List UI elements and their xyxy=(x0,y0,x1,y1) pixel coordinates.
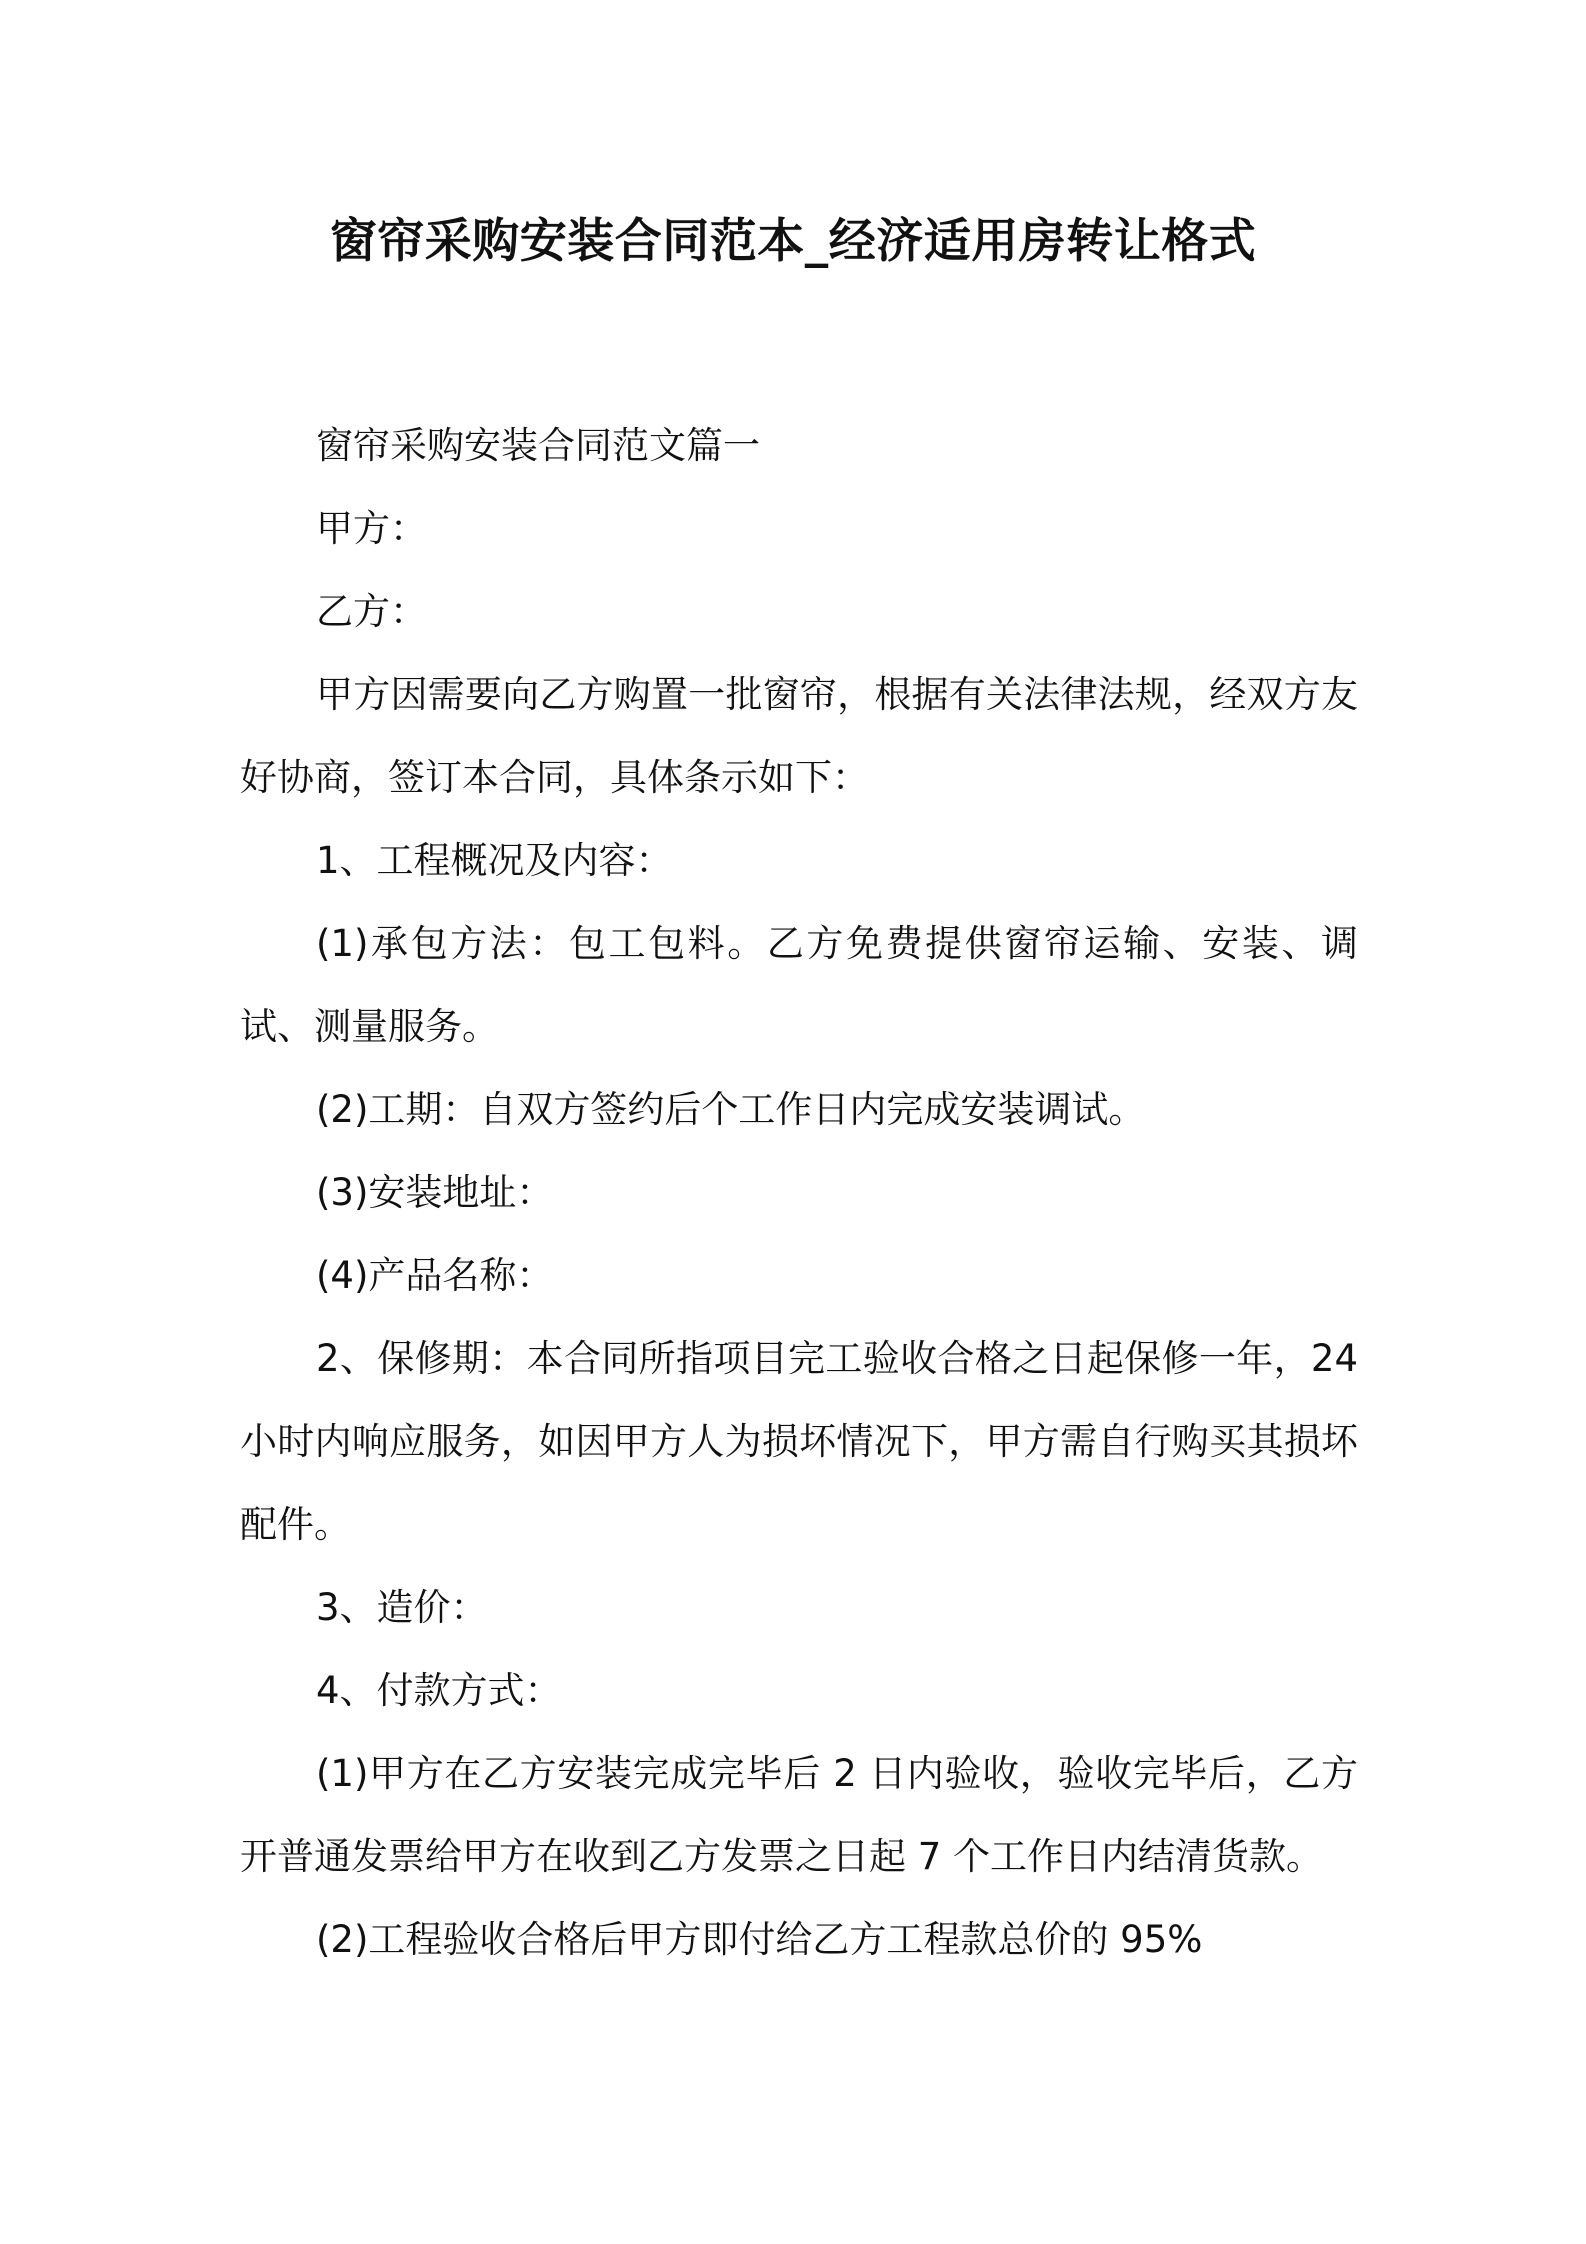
paragraph-clause-1-1: (1)承包方法：包工包料。乙方免费提供窗帘运输、安装、调试、测量服务。 xyxy=(240,922,1358,1048)
paragraph-clause-1-2: (2)工期：自双方签约后个工作日内完成安装调试。 xyxy=(316,1088,1146,1131)
paragraph-clause-3: 3、造价： xyxy=(316,1586,488,1629)
paragraph-clause-2: 2、保修期：本合同所指项目完工验收合格之日起保修一年，24小时内响应服务，如因甲方人为损坏情况下，甲方需自行购买其损坏配件。 xyxy=(240,1337,1358,1546)
paragraph-clause-4: 4、付款方式： xyxy=(316,1669,562,1712)
paragraph-clause-1-3: (3)安装地址： xyxy=(316,1171,554,1214)
paragraph-clause-4-2: (2)工程验收合格后甲方即付给乙方工程款总价的 95% xyxy=(316,1918,1203,1961)
paragraph-party-b: 乙方： xyxy=(316,590,427,633)
paragraph-preamble: 甲方因需要向乙方购置一批窗帘，根据有关法律法规，经双方友好协商，签订本合同，具体条示如下： xyxy=(240,673,1358,799)
paragraph-clause-1: 1、工程概况及内容： xyxy=(316,839,673,882)
document-title: 窗帘采购安装合同范本_经济适用房转让格式 xyxy=(329,214,1257,269)
paragraph-party-a: 甲方： xyxy=(316,507,427,550)
document-body xyxy=(240,404,1358,1981)
paragraph-clause-4-1: (1)甲方在乙方安装完成完毕后 2 日内验收，验收完毕后，乙方开普通发票给甲方在收到乙方发票之日起 7 个工作日内结清货款。 xyxy=(240,1752,1358,1878)
paragraph-heading-section-one: 窗帘采购安装合同范文篇一 xyxy=(316,424,760,467)
paragraph-clause-1-4: (4)产品名称： xyxy=(316,1254,554,1297)
